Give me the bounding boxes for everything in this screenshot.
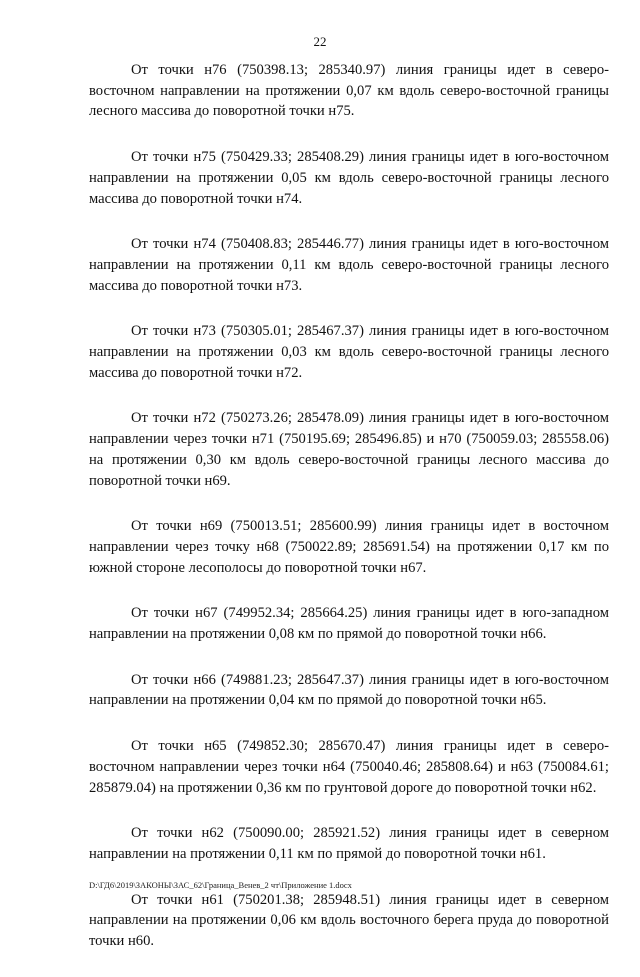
paragraph-n67: От точки н67 (749952.34; 285664.25) линия границы идет в юго-западном направлении на протяжении 0,08 км по прямой до поворотной точки н66. xyxy=(89,605,609,643)
document-body xyxy=(89,60,609,977)
paragraph-n61: От точки н61 (750201.38; 285948.51) линия границы идет в северном направлении на протяжении 0,06 км вдоль восточного берега пруда до поворотной точки н60. xyxy=(89,891,609,950)
paragraph-n66: От точки н66 (749881.23; 285647.37) линия границы идет в юго-восточном направлении на протяжении 0,04 км по прямой до поворотной точки н65. xyxy=(89,671,609,709)
paragraph-n76: От точки н76 (750398.13; 285340.97) линия границы идет в северо-восточном направлении на протяжении 0,07 км вдоль северо-восточной границы лесного массива до поворотной точки н75. xyxy=(89,62,609,120)
paragraph-n62: От точки н62 (750090.00; 285921.52) линия границы идет в северном направлении на протяжении 0,11 км по прямой до поворотной точки н61. xyxy=(89,825,609,862)
paragraph-n65: От точки н65 (749852.30; 285670.47) линия границы идет в северо-восточном направлении через точки н64 (750040.46; 285808.64) и н63 (750084.61; 285879.04) на протяжении 0,36 км по грунтовой дороге до поворотной точки н62. xyxy=(89,738,609,796)
paragraph-n75: От точки н75 (750429.33; 285408.29) линия границы идет в юго-восточном направлении на протяжении 0,05 км вдоль северо-восточной границы лесного массива до поворотной точки н74. xyxy=(89,149,609,207)
page-number: 22 xyxy=(313,34,327,49)
footer-file-path: D:\ГД6\2019\ЗАКОНЫ\ЗАС_62\Граница_Венев_2 чт\Приложение 1.docx xyxy=(89,880,352,890)
paragraph-n69: От точки н69 (750013.51; 285600.99) линия границы идет в восточном направлении через точку н68 (750022.89; 285691.54) на протяжении 0,17 км по южной стороне лесополосы до поворотной точки н67. xyxy=(89,518,609,576)
paragraph-n73: От точки н73 (750305.01; 285467.37) линия границы идет в юго-восточном направлении на протяжении 0,03 км вдоль северо-восточной границы лесного массива до поворотной точки н72. xyxy=(89,323,609,381)
paragraph-n74: От точки н74 (750408.83; 285446.77) линия границы идет в юго-восточном направлении на протяжении 0,11 км вдоль северо-восточной границы лесного массива до поворотной точки н73. xyxy=(89,236,609,294)
paragraph-n72: От точки н72 (750273.26; 285478.09) линия границы идет в юго-восточном направлении через точки н71 (750195.69; 285496.85) и н70 (750059.03; 285558.06) на протяжении 0,30 км вдоль северо-восточной границы лесного массива до поворотной точки н69. xyxy=(89,410,609,489)
